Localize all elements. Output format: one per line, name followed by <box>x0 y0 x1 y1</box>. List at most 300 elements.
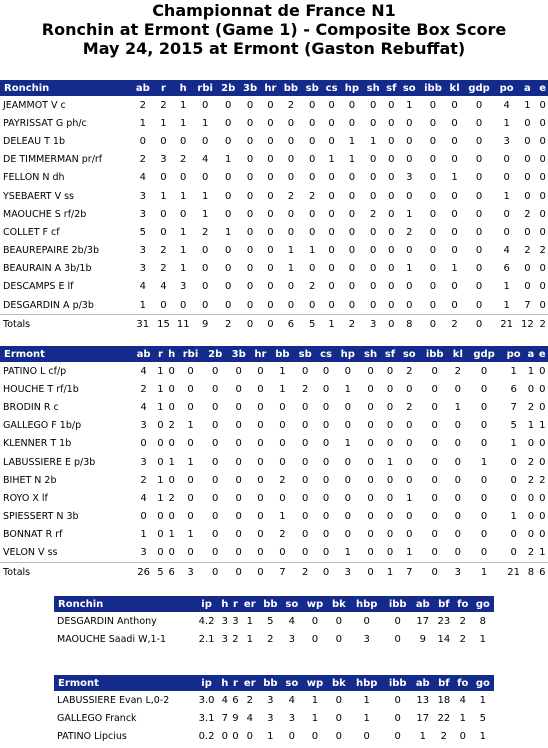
stat-hr: 0 <box>257 474 264 486</box>
stat-ibb: 0 <box>394 694 401 706</box>
stat-a: 2 <box>524 245 531 257</box>
stat-sh: 0 <box>369 154 377 166</box>
column-header-ibb: ibb <box>384 675 412 691</box>
header-row <box>54 596 494 612</box>
stat-gdp: 0 <box>480 511 488 523</box>
stat-sh: 0 <box>369 172 377 184</box>
stat-so: 0 <box>406 529 413 541</box>
league-title: Championnat de France N1 <box>152 1 396 20</box>
stat-ab: 9 <box>419 633 426 645</box>
stat-bb: 0 <box>287 299 295 311</box>
stat-hp: 2 <box>341 315 363 334</box>
stat-2b: 0 <box>224 299 232 311</box>
stat-sf: 0 <box>386 383 394 395</box>
stat-sf: 0 <box>388 190 395 202</box>
stat-a: 0 <box>524 190 531 202</box>
column-header-so: so <box>399 346 420 362</box>
stat-e: 0 <box>539 172 546 184</box>
stat-3b: 0 <box>246 281 254 293</box>
stat-h: 1 <box>180 263 187 275</box>
stat-r: 0 <box>160 299 167 311</box>
stat-ibb: 0 <box>429 99 437 111</box>
stat-2b: 0 <box>211 529 219 541</box>
stat-ab: 17 <box>416 712 430 724</box>
player-name: DE TIMMERMAN pr/rf <box>3 154 103 166</box>
stat-sf: 0 <box>388 281 395 293</box>
stat-ibb: 0 <box>394 615 401 627</box>
stat-sb: 2 <box>294 563 316 582</box>
player-name: BONNAT R rf <box>3 529 63 541</box>
pitching-table-ermont <box>54 675 494 746</box>
stat-h: 0 <box>168 438 175 450</box>
stat-3b: 0 <box>235 365 242 377</box>
stat-3b: 0 <box>235 438 242 450</box>
stat-bk: 0 <box>335 615 343 627</box>
stat-ip: 2.1 <box>198 633 215 645</box>
stat-kl: 0 <box>451 135 458 147</box>
column-header-wp: wp <box>302 675 328 691</box>
stat-h: 2 <box>180 154 187 166</box>
stat-2b: 0 <box>224 135 232 147</box>
stat-kl: 0 <box>451 281 458 293</box>
player-name: VELON V ss <box>3 547 58 559</box>
stat-ab: 31 <box>132 315 154 334</box>
column-header-h: h <box>173 80 193 96</box>
stat-ab: 1 <box>139 299 146 311</box>
stat-sb: 2 <box>302 383 309 395</box>
column-header-er: er <box>241 596 260 612</box>
stat-wp: 0 <box>311 615 319 627</box>
stat-gdp: 0 <box>462 315 495 334</box>
stat-2b: 0 <box>224 190 232 202</box>
player-name: YSEBAERT V ss <box>3 190 75 202</box>
stat-3b: 0 <box>246 245 254 257</box>
stat-a: 7 <box>524 299 531 311</box>
totals-label: Totals <box>0 563 132 582</box>
stat-kl: 0 <box>454 420 462 432</box>
stat-rbi: 0 <box>201 263 209 275</box>
stat-kl: 1 <box>451 172 458 184</box>
column-header-hp: hp <box>336 346 360 362</box>
stat-cs: 0 <box>328 117 335 129</box>
stat-po: 21 <box>496 315 518 334</box>
stat-e: 2 <box>537 315 548 334</box>
stat-h: 3 <box>221 633 228 645</box>
stat-ab: 3 <box>139 208 146 220</box>
stat-hp: 0 <box>348 226 356 238</box>
stat-bb: 0 <box>279 420 286 432</box>
stat-hp: 0 <box>344 529 351 541</box>
stat-hp: 0 <box>348 263 356 275</box>
column-header-bk: bk <box>328 596 350 612</box>
player-name: BEAURAIN A 3b/1b <box>3 263 92 275</box>
column-header-ibb: ibb <box>419 80 447 96</box>
stat-bb: 1 <box>267 730 274 742</box>
stat-h: 11 <box>173 315 193 334</box>
stat-r: 6 <box>232 694 239 706</box>
stat-ab: 3 <box>140 456 147 468</box>
stat-h: 2 <box>168 492 175 504</box>
stat-cs: 0 <box>322 456 330 468</box>
stat-h: 0 <box>168 401 175 413</box>
stat-sh: 0 <box>369 190 377 202</box>
stat-hbp: 0 <box>363 730 370 742</box>
player-name: GALLEGO Franck <box>57 712 137 724</box>
stat-gdp: 0 <box>475 299 483 311</box>
stat-h: 2 <box>168 420 175 432</box>
stat-sb: 0 <box>309 117 316 129</box>
player-name: ROYO X lf <box>3 492 48 504</box>
stat-ab: 0 <box>140 438 147 450</box>
stat-bb: 3 <box>267 712 274 724</box>
stat-2b: 0 <box>211 420 219 432</box>
stat-bb: 2 <box>287 190 295 202</box>
stat-sh: 0 <box>369 263 377 275</box>
stat-go: 8 <box>479 615 487 627</box>
stat-so: 0 <box>406 135 413 147</box>
stat-rbi: 1 <box>187 420 194 432</box>
stat-ibb: 0 <box>429 226 437 238</box>
column-header-hr: hr <box>261 80 280 96</box>
stat-r: 0 <box>157 547 164 559</box>
stat-bb: 1 <box>279 365 286 377</box>
stat-er: 0 <box>246 730 253 742</box>
stat-sf: 0 <box>386 529 394 541</box>
stat-kl: 0 <box>451 208 458 220</box>
stat-a: 0 <box>527 438 535 450</box>
stat-r: 0 <box>160 135 167 147</box>
player-row <box>0 187 548 205</box>
stat-e: 2 <box>539 245 546 257</box>
stat-so: 8 <box>399 315 419 334</box>
stat-3b: 0 <box>246 208 254 220</box>
stat-rbi: 0 <box>201 299 209 311</box>
stat-wp: 0 <box>311 730 319 742</box>
stat-ibb: 0 <box>431 401 438 413</box>
stat-ibb: 0 <box>394 730 401 742</box>
stat-hp: 3 <box>336 563 360 582</box>
team-name-header: Ermont <box>54 675 194 691</box>
stat-bb: 7 <box>270 563 294 582</box>
player-row <box>0 398 548 416</box>
column-header-cs: cs <box>322 80 340 96</box>
stat-sf: 1 <box>381 563 398 582</box>
stat-h: 0 <box>168 474 175 486</box>
stat-ab: 3 <box>140 547 147 559</box>
stat-2b: 0 <box>211 511 219 523</box>
stat-er: 4 <box>246 712 253 724</box>
stat-ibb: 0 <box>431 529 438 541</box>
game-title: Ronchin at Ermont (Game 1) - Composite Box Score <box>41 20 507 39</box>
stat-hp: 0 <box>344 401 351 413</box>
stat-bb: 0 <box>287 208 295 220</box>
stat-ibb: 0 <box>429 135 437 147</box>
stat-so: 2 <box>406 226 413 238</box>
stat-a: 2 <box>527 474 535 486</box>
stat-e: 0 <box>539 401 546 413</box>
stat-so: 1 <box>406 208 413 220</box>
stat-2b: 0 <box>211 438 219 450</box>
stat-hr: 0 <box>257 547 264 559</box>
stat-hr: 0 <box>250 563 270 582</box>
player-name: GALLEGO F 1b/p <box>3 420 82 432</box>
stat-gdp: 0 <box>475 135 483 147</box>
column-header-ibb: ibb <box>384 596 412 612</box>
stat-hp: 0 <box>344 365 351 377</box>
batting-table-ermont <box>0 346 548 581</box>
stat-kl: 0 <box>454 474 462 486</box>
stat-sf: 0 <box>388 117 395 129</box>
player-name: FELLON N dh <box>3 172 65 184</box>
column-header-sh: sh <box>360 346 382 362</box>
stat-h: 4 <box>221 694 228 706</box>
stat-go: 1 <box>479 730 487 742</box>
stat-sf: 0 <box>388 226 395 238</box>
stat-cs: 0 <box>328 245 335 257</box>
stat-3b: 0 <box>246 263 254 275</box>
stat-h: 0 <box>221 730 228 742</box>
stat-a: 1 <box>524 99 531 111</box>
stat-cs: 0 <box>322 420 330 432</box>
stat-hp: 1 <box>348 154 356 166</box>
stat-gdp: 0 <box>480 474 488 486</box>
stat-so: 2 <box>406 365 413 377</box>
stat-bb: 2 <box>267 633 274 645</box>
stat-rbi: 0 <box>201 172 209 184</box>
stat-e: 0 <box>539 492 546 504</box>
stat-kl: 0 <box>451 299 458 311</box>
stat-r: 1 <box>160 190 167 202</box>
stat-hr: 0 <box>267 99 274 111</box>
stat-bb: 2 <box>279 529 286 541</box>
player-row <box>54 612 494 630</box>
stat-h: 6 <box>166 563 178 582</box>
player-row <box>0 296 548 315</box>
stat-sb: 5 <box>302 315 322 334</box>
stat-so: 0 <box>406 299 413 311</box>
stat-so: 0 <box>406 383 413 395</box>
stat-hr: 0 <box>257 365 264 377</box>
stat-so: 0 <box>406 456 413 468</box>
stat-2b: 0 <box>224 263 232 275</box>
stat-ab: 17 <box>416 615 430 627</box>
stat-e: 0 <box>539 135 546 147</box>
stat-3b: 0 <box>235 492 242 504</box>
stat-ibb: 0 <box>429 299 437 311</box>
stat-3b: 0 <box>235 511 242 523</box>
stat-r: 3 <box>160 154 167 166</box>
stat-sh: 2 <box>369 208 377 220</box>
stat-gdp: 0 <box>475 281 483 293</box>
stat-ibb: 0 <box>420 563 450 582</box>
stat-sh: 0 <box>369 99 377 111</box>
stat-fo: 2 <box>459 615 466 627</box>
stat-cs: 0 <box>328 172 335 184</box>
stat-ab: 5 <box>139 226 146 238</box>
stat-hp: 1 <box>348 135 356 147</box>
column-header-hr: hr <box>250 346 270 362</box>
stat-sf: 0 <box>386 438 394 450</box>
stat-bb: 1 <box>279 383 286 395</box>
stat-so: 0 <box>406 438 413 450</box>
stat-ip: 3.1 <box>198 712 215 724</box>
column-header-bb: bb <box>270 346 294 362</box>
stat-e: 0 <box>539 456 546 468</box>
stat-hr: 0 <box>257 529 264 541</box>
column-header-cs: cs <box>316 346 336 362</box>
column-header-2b: 2b <box>203 346 227 362</box>
stat-hp: 0 <box>348 245 356 257</box>
stat-2b: 0 <box>224 245 232 257</box>
stat-cs: 0 <box>328 135 335 147</box>
column-header-h: h <box>166 346 178 362</box>
stat-so: 0 <box>406 190 413 202</box>
stat-so: 4 <box>288 615 296 627</box>
stat-kl: 2 <box>454 365 462 377</box>
player-row <box>0 132 548 150</box>
stat-so: 2 <box>406 401 413 413</box>
stat-sb: 0 <box>309 226 316 238</box>
stat-hp: 0 <box>348 117 356 129</box>
stat-rbi: 0 <box>187 511 194 523</box>
player-name: DESGARDIN Anthony <box>57 615 157 627</box>
player-row <box>0 489 548 507</box>
stat-sf: 0 <box>388 172 395 184</box>
stat-e: 0 <box>539 154 546 166</box>
stat-rbi: 0 <box>201 245 209 257</box>
player-name: MAOUCHE S rf/2b <box>3 208 87 220</box>
column-header-hbp: hbp <box>350 596 384 612</box>
stat-hr: 0 <box>267 172 274 184</box>
stat-2b: 1 <box>224 154 232 166</box>
stat-hr: 0 <box>267 263 274 275</box>
stat-sh: 0 <box>367 474 374 486</box>
stat-gdp: 1 <box>466 563 502 582</box>
stat-hr: 0 <box>261 315 280 334</box>
stat-3b: 0 <box>246 226 254 238</box>
stat-3b: 0 <box>246 172 254 184</box>
column-header-kl: kl <box>447 80 463 96</box>
stat-po: 1 <box>510 365 517 377</box>
column-header-kl: kl <box>449 346 466 362</box>
player-name: DELEAU T 1b <box>3 135 65 147</box>
stat-a: 0 <box>524 226 531 238</box>
stat-rbi: 0 <box>187 383 194 395</box>
stat-gdp: 0 <box>480 401 488 413</box>
stat-ibb: 0 <box>431 438 438 450</box>
stat-h: 0 <box>180 135 187 147</box>
stat-kl: 0 <box>451 154 458 166</box>
stat-po: 1 <box>503 299 510 311</box>
stat-go: 1 <box>479 694 487 706</box>
stat-ab: 1 <box>139 117 146 129</box>
stat-e: 0 <box>539 299 546 311</box>
stat-hr: 0 <box>267 281 274 293</box>
stat-ab: 4 <box>139 281 146 293</box>
stat-ibb: 0 <box>431 420 438 432</box>
stat-r: 9 <box>232 712 239 724</box>
stat-bb: 6 <box>280 315 302 334</box>
stat-hr: 0 <box>267 226 274 238</box>
stat-ibb: 0 <box>429 117 437 129</box>
stat-wp: 0 <box>311 633 319 645</box>
stat-rbi: 0 <box>201 281 209 293</box>
stat-bf: 14 <box>437 633 451 645</box>
stat-ibb: 0 <box>431 547 438 559</box>
stat-ab: 4 <box>139 172 146 184</box>
stat-kl: 0 <box>454 383 462 395</box>
stat-cs: 0 <box>328 190 335 202</box>
player-row <box>0 96 548 114</box>
stat-ab: 2 <box>140 474 147 486</box>
stat-e: 0 <box>539 383 546 395</box>
stat-h: 1 <box>180 117 187 129</box>
stat-h: 0 <box>180 299 187 311</box>
stat-e: 0 <box>539 99 546 111</box>
stat-cs: 0 <box>328 299 335 311</box>
stat-ab: 2 <box>139 99 146 111</box>
stat-cs: 0 <box>316 563 336 582</box>
stat-rbi: 0 <box>187 474 194 486</box>
column-header-ip: ip <box>194 675 219 691</box>
game-date-venue: May 24, 2015 at Ermont (Gaston Rebuffat) <box>82 39 466 58</box>
stat-ibb: 0 <box>431 511 438 523</box>
stat-gdp: 0 <box>475 154 483 166</box>
stat-so: 0 <box>406 420 413 432</box>
stat-r: 0 <box>160 226 167 238</box>
stat-h: 1 <box>168 529 175 541</box>
stat-sb: 0 <box>309 99 316 111</box>
stat-a: 0 <box>527 383 535 395</box>
stat-hbp: 1 <box>363 712 370 724</box>
stat-rbi: 1 <box>187 456 194 468</box>
stat-2b: 0 <box>211 474 219 486</box>
stat-sf: 0 <box>386 420 394 432</box>
stat-hr: 0 <box>267 154 274 166</box>
stat-ab: 2 <box>140 383 147 395</box>
stat-kl: 0 <box>451 190 458 202</box>
stat-2b: 0 <box>224 172 232 184</box>
stat-ibb: 0 <box>394 712 401 724</box>
stat-fo: 0 <box>459 730 466 742</box>
stat-so: 3 <box>406 172 413 184</box>
stat-r: 0 <box>160 208 167 220</box>
player-row <box>0 417 548 435</box>
stat-sf: 0 <box>383 315 399 334</box>
stat-gdp: 0 <box>475 190 483 202</box>
player-name: COLLET F cf <box>3 226 60 238</box>
stat-sb: 0 <box>309 135 316 147</box>
stat-rbi: 0 <box>187 401 194 413</box>
column-header-h: h <box>219 675 230 691</box>
stat-e: 0 <box>539 511 546 523</box>
stat-ab: 4 <box>140 401 147 413</box>
stat-3b: 0 <box>235 547 242 559</box>
stat-bb: 0 <box>287 154 295 166</box>
stat-h: 1 <box>180 99 187 111</box>
stat-r: 0 <box>157 456 164 468</box>
stat-bb: 0 <box>279 401 286 413</box>
stat-bb: 3 <box>267 694 274 706</box>
stat-cs: 0 <box>322 511 330 523</box>
stat-a: 0 <box>524 154 531 166</box>
stat-sh: 0 <box>367 547 374 559</box>
stat-bb: 0 <box>287 226 295 238</box>
stat-sb: 0 <box>302 365 309 377</box>
stat-sh: 0 <box>367 529 374 541</box>
player-row <box>0 260 548 278</box>
stat-sf: 0 <box>386 365 394 377</box>
